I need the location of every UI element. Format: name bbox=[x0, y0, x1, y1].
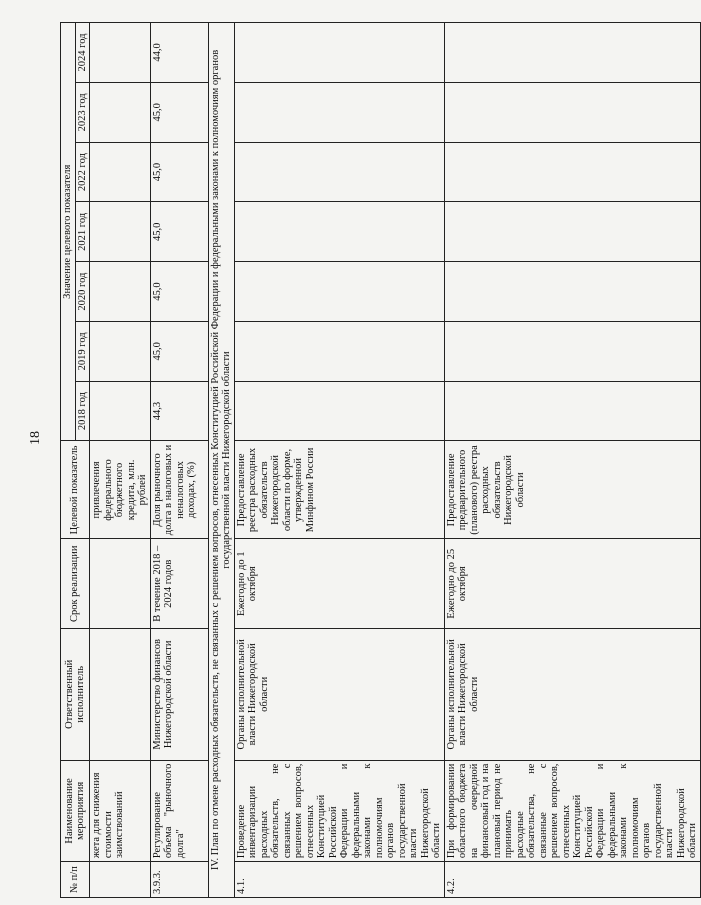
header-num: № п/п bbox=[61, 862, 90, 898]
cell-target: Доля рыночного долга в налоговых и неналоговых доходах, (%) bbox=[150, 441, 208, 539]
cell-value: 45,0 bbox=[150, 262, 208, 322]
header-term: Срок реализации bbox=[61, 539, 90, 629]
table-row-continuation bbox=[90, 23, 151, 898]
cell-value bbox=[444, 142, 700, 202]
cell-value bbox=[90, 82, 151, 142]
cell-value bbox=[90, 202, 151, 262]
header-year: 2019 год bbox=[75, 321, 90, 381]
cell-exec: Министерство финансов Нижегородской области bbox=[150, 629, 208, 760]
cell-num: 4.2. bbox=[444, 862, 700, 898]
header-year: 2022 год bbox=[75, 142, 90, 202]
cell-name: Регулирование объема "рыночного долга" bbox=[150, 760, 208, 862]
measures-table bbox=[60, 22, 701, 898]
header-year: 2024 год bbox=[75, 23, 90, 83]
header-year: 2023 год bbox=[75, 82, 90, 142]
table-row-3-9-3 bbox=[150, 23, 208, 898]
header-year: 2020 год bbox=[75, 262, 90, 322]
cell-value bbox=[90, 321, 151, 381]
header-name: Наименование мероприятия bbox=[61, 760, 90, 862]
cell-value bbox=[444, 202, 700, 262]
cell-value: 44,0 bbox=[150, 23, 208, 83]
cell-value: 45,0 bbox=[150, 142, 208, 202]
section-row bbox=[208, 23, 234, 898]
cell-term: В течение 2018 – 2024 годов bbox=[150, 539, 208, 629]
header-exec: Ответственный исполнитель bbox=[61, 629, 90, 760]
cell-num: 3.9.3. bbox=[150, 862, 208, 898]
cell-target: привлечения федерального бюджетного кредита, млн. рублей bbox=[90, 441, 151, 539]
cell-value bbox=[444, 321, 700, 381]
cell-num bbox=[90, 862, 151, 898]
cell-value bbox=[90, 142, 151, 202]
page-number: 18 bbox=[28, 431, 43, 445]
cell-term: Ежегодно до 1 октября bbox=[234, 539, 444, 629]
cell-value: 45,0 bbox=[150, 202, 208, 262]
cell-value bbox=[90, 381, 151, 441]
cell-value: 45,0 bbox=[150, 321, 208, 381]
cell-value bbox=[444, 262, 700, 322]
cell-exec: Органы исполнительной власти Нижегородской области bbox=[234, 629, 444, 760]
cell-value bbox=[234, 381, 444, 441]
cell-value bbox=[234, 23, 444, 83]
header-row-1 bbox=[61, 23, 76, 898]
cell-value: 45,0 bbox=[150, 82, 208, 142]
cell-value bbox=[234, 82, 444, 142]
header-target: Целевой показатель bbox=[61, 441, 90, 539]
cell-value bbox=[444, 381, 700, 441]
cell-name: жета для снижения стоимости заимствований bbox=[90, 760, 151, 862]
cell-exec bbox=[90, 629, 151, 760]
cell-name: Проведение инвентаризации расходных обязательств, не связанных с решением вопросов, отнесенных Конституцией Российской Федерации и федеральными законами к полномочиям органов государственной власти Нижегородской области bbox=[234, 760, 444, 862]
cell-target: Предоставление реестра расходных обязательств Нижегородской области по форме, утвержденной Минфином России bbox=[234, 441, 444, 539]
header-year: 2018 год bbox=[75, 381, 90, 441]
cell-value bbox=[234, 262, 444, 322]
cell-target: Предоставление предварительного (планового) реестра расходных обязательств Нижегородской области bbox=[444, 441, 700, 539]
cell-value bbox=[234, 202, 444, 262]
cell-value bbox=[234, 142, 444, 202]
header-value-group: Значение целевого показателя bbox=[61, 23, 76, 441]
cell-term: Ежегодно до 25 октября bbox=[444, 539, 700, 629]
cell-value: 44,3 bbox=[150, 381, 208, 441]
cell-value bbox=[234, 321, 444, 381]
table-row-4-1 bbox=[234, 23, 444, 898]
cell-exec: Органы исполнительной власти Нижегородской области bbox=[444, 629, 700, 760]
cell-value bbox=[444, 23, 700, 83]
cell-value bbox=[444, 82, 700, 142]
cell-num: 4.1. bbox=[234, 862, 444, 898]
cell-value bbox=[90, 262, 151, 322]
cell-value bbox=[90, 23, 151, 83]
cell-term bbox=[90, 539, 151, 629]
cell-name: При формировании областного бюджета на очередной финансовый год и на плановый период не принимать расходные обязательства, не связанные с решением вопросов, отнесенных Конституцией Российской Федерации и федеральными законами к полномочиям органов государственной власти Нижегородской области bbox=[444, 760, 700, 862]
section-title: IV. План по отмене расходных обязательств, не связанных с решением вопросов, отнесенных Конституцией Российской Федерации и федеральными законами к полномочиям органов государственной власти Нижегородской области bbox=[208, 23, 234, 898]
header-year: 2021 год bbox=[75, 202, 90, 262]
table-row-4-2 bbox=[444, 23, 700, 898]
